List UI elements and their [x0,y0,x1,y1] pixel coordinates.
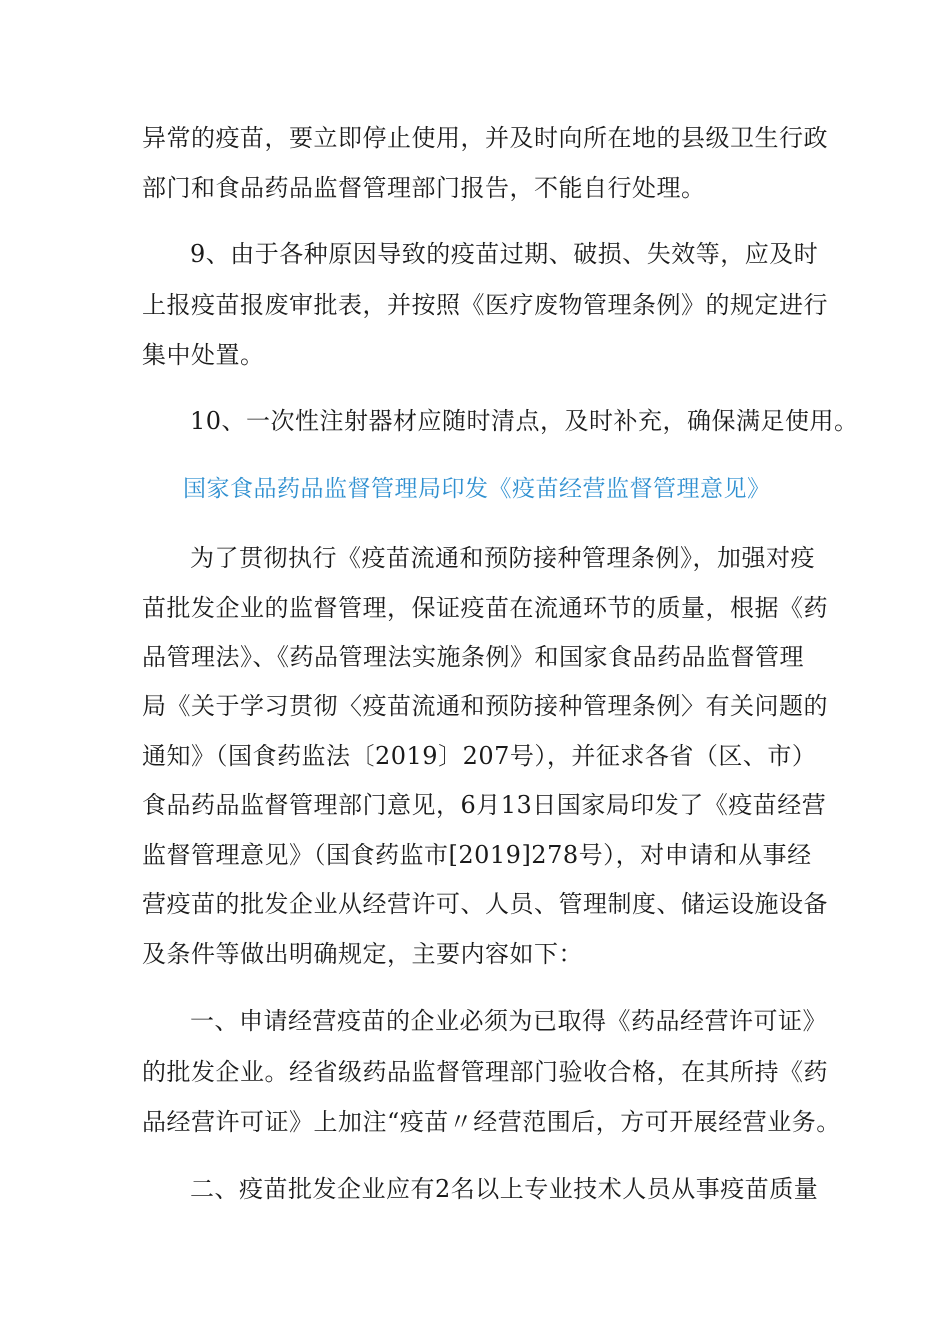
paragraph-line: 上报疫苗报废审批表，并按照《医疗废物管理条例》的规定进行 [142,291,828,319]
paragraph-line: 品经营许可证》上加注“疫苗〃经营范围后，方可开展经营业务。 [142,1108,841,1136]
paragraph-line: 二、疫苗批发企业应有2名以上专业技术人员从事疫苗质量 [190,1175,819,1203]
paragraph-line: 及条件等做出明确规定，主要内容如下： [142,940,583,968]
paragraph-line: 异常的疫苗，要立即停止使用，并及时向所在地的县级卫生行政 [142,124,828,152]
paragraph-line: 通知》（国食药监法〔2019〕207号），并征求各省（区、市） [142,742,817,770]
paragraph-line: 为了贯彻执行《疫苗流通和预防接种管理条例》，加强对疫 [190,544,815,572]
paragraph-line: 苗批发企业的监督管理，保证疫苗在流通环节的质量，根据《药 [142,594,828,622]
paragraph-line: 食品药品监督管理部门意见，6月13日国家局印发了《疫苗经营 [142,791,827,819]
paragraph-line: 集中处置。 [142,341,265,369]
paragraph-line: 营疫苗的批发企业从经营许可、人员、管理制度、储运设施设备 [142,890,828,918]
paragraph-line: 品管理法》、《药品管理法实施条例》和国家食品药品监督管理 [142,643,804,671]
section-heading: 国家食品药品监督管理局印发《疫苗经营监督管理意见》 [183,476,771,502]
paragraph-line: 的批发企业。经省级药品监督管理部门验收合格，在其所持《药 [142,1058,828,1086]
paragraph-line: 一、申请经营疫苗的企业必须为已取得《药品经营许可证》 [190,1007,827,1035]
paragraph-line: 监督管理意见》（国食药监市[2019]278号），对申请和从事经 [142,841,812,869]
paragraph-line: 9、由于各种原因导致的疫苗过期、破损、失效等，应及时 [190,240,819,268]
paragraph-line: 局《关于学习贯彻〈疫苗流通和预防接种管理条例〉有关问题的 [142,692,828,720]
paragraph-line: 10、一次性注射器材应随时清点，及时补充，确保满足使用。 [190,407,859,435]
paragraph-line: 部门和食品药品监督管理部门报告，不能自行处理。 [142,174,706,202]
